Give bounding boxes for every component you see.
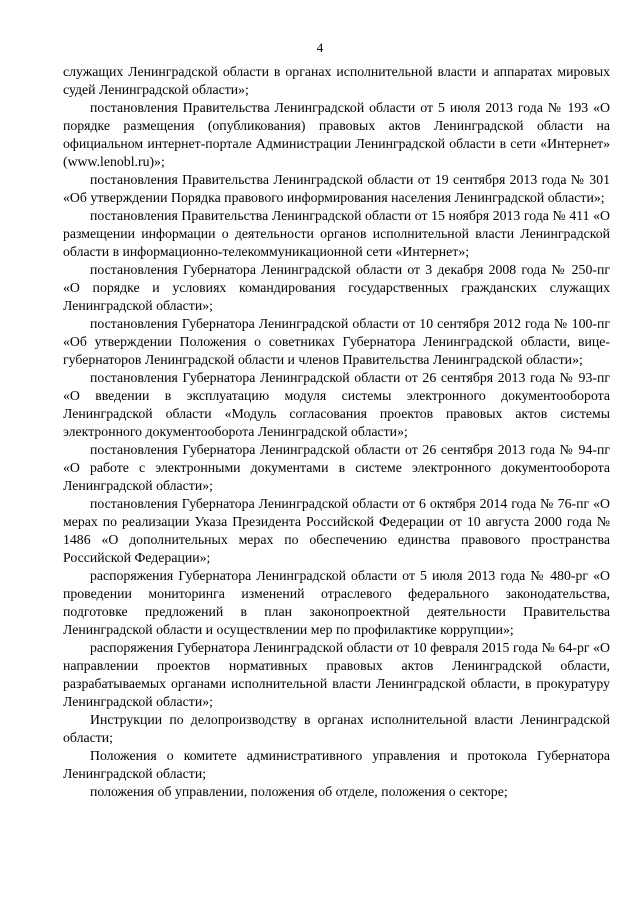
paragraph: распоряжения Губернатора Ленинградской области от 5 июля 2013 года № 480-рг «О проведении мониторинга изменений отраслевого федерального законодательства, подготовке предложений в план законопроектной деятельности Правительства Ленинградской области и осуществлении мер по профилактике коррупции»; [63, 568, 610, 637]
paragraph: Положения о комитете административного управления и протокола Губернатора Ленинградской области; [63, 748, 610, 781]
paragraph: постановления Губернатора Ленинградской области от 26 сентября 2013 года № 93-пг «О введении в эксплуатацию модуля системы электронного документооборота Ленинградской области «Модуль согласования проектов правовых актов системы электронного документооборота Ленинградской области»; [63, 370, 610, 439]
paragraph: постановления Правительства Ленинградской области от 19 сентября 2013 года № 301 «Об утверждении Порядка правового информирования населения Ленинградской области»; [63, 172, 610, 205]
document-body [63, 63, 610, 801]
paragraph: распоряжения Губернатора Ленинградской области от 10 февраля 2015 года № 64-рг «О направлении проектов нормативных правовых актов Ленинградской области, разрабатываемых органами исполнительной власти Ленинградской области, в прокуратуру Ленинградской области»; [63, 640, 610, 709]
paragraph: постановления Губернатора Ленинградской области от 6 октября 2014 года № 76-пг «О мерах по реализации Указа Президента Российской Федерации от 10 августа 2000 года № 1486 «О дополнительных мерах по обеспечению единства правового пространства Российской Федерации»; [63, 496, 610, 565]
paragraph: постановления Правительства Ленинградской области от 5 июля 2013 года № 193 «О порядке размещения (опубликования) правовых актов Ленинградской области на официальном интернет-портале Администрации Ленинградской области в сети «Интернет» (www.lenobl.ru)»; [63, 100, 610, 169]
paragraph: положения об управлении, положения об отделе, положения о секторе; [90, 784, 508, 799]
page-number: 4 [316, 40, 324, 55]
paragraph: постановления Правительства Ленинградской области от 15 ноября 2013 года № 411 «О размещении информации о деятельности органов исполнительной власти Ленинградской области в информационно-телекоммуникационной сети «Интернет»; [63, 208, 610, 259]
paragraph: Инструкции по делопроизводству в органах исполнительной власти Ленинградской области; [63, 712, 610, 745]
paragraph: постановления Губернатора Ленинградской области от 26 сентября 2013 года № 94-пг «О работе с электронными документами в системе электронного документооборота Ленинградской области»; [63, 442, 610, 493]
paragraph: постановления Губернатора Ленинградской области от 10 сентября 2012 года № 100-пг «Об утверждении Положения о советниках Губернатора Ленинградской области, вице-губернаторов Ленинградской области и членов Правительства Ленинградской области»; [63, 316, 610, 367]
paragraph: постановления Губернатора Ленинградской области от 3 декабря 2008 года № 250-пг «О порядке и условиях командирования государственных гражданских служащих Ленинградской области»; [63, 262, 610, 313]
paragraph: служащих Ленинградской области в органах исполнительной власти и аппаратах мировых судей Ленинградской области»; [63, 64, 610, 97]
